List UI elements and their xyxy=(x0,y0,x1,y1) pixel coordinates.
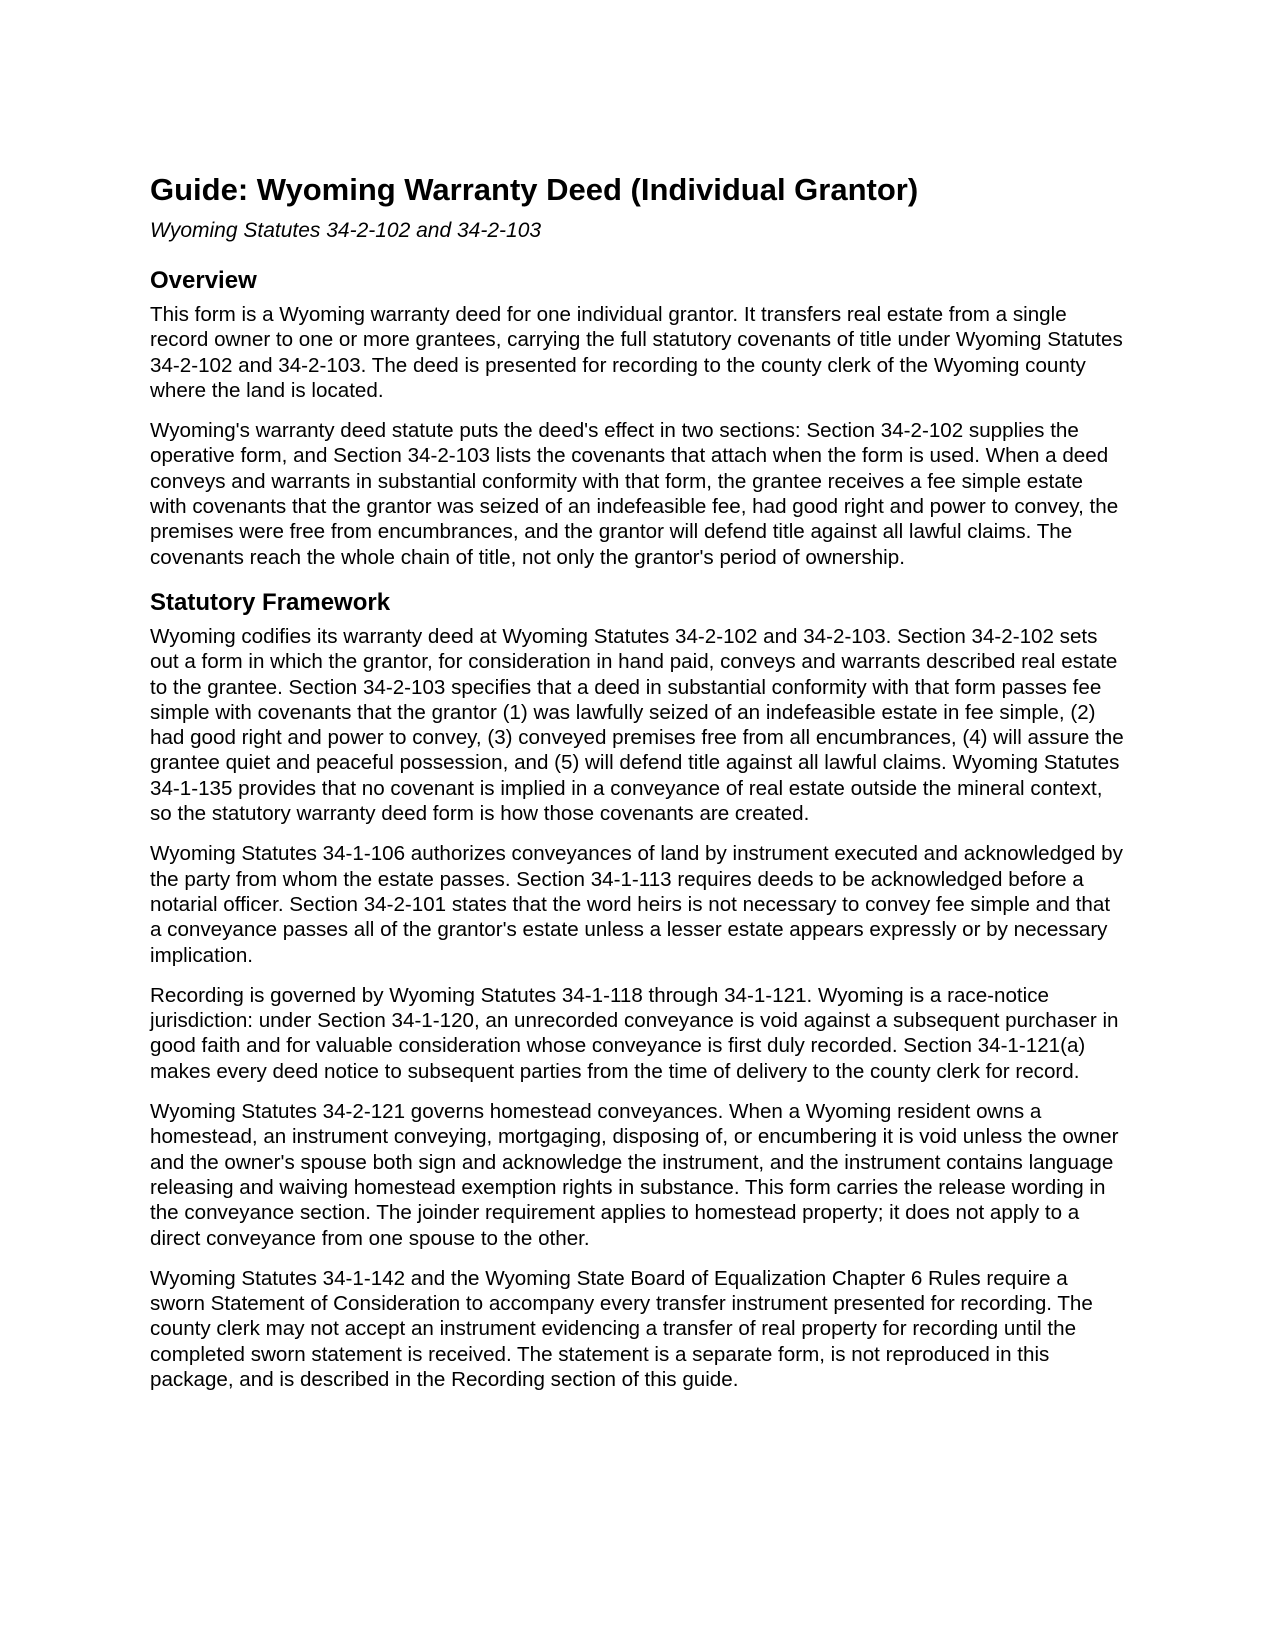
paragraph: Wyoming Statutes 34-1-142 and the Wyoming State Board of Equalization Chapter 6 Rules require a sworn Statement of Consideration to accompany every transfer instrument presented for recording. The county clerk may not accept an instrument evidencing a transfer of real property for recording until the completed sworn statement is received. The statement is a separate form, is not reproduced in this package, and is described in the Recording section of this guide. xyxy=(150,1266,1093,1391)
paragraph: This form is a Wyoming warranty deed for one individual grantor. It transfers real estate from a single record owner to one or more grantees, carrying the full statutory covenants of title under Wyoming Statutes 34-2-102 and 34-2-103. The deed is presented for recording to the county clerk of the Wyoming county where the land is located. xyxy=(150,303,1123,402)
section-overview xyxy=(150,266,1125,570)
section-heading: Statutory Framework xyxy=(150,588,391,616)
paragraph: Wyoming codifies its warranty deed at Wyoming Statutes 34-2-102 and 34-2-103. Section 34-2-102 sets out a form in which the grantor, for consideration in hand paid, conveys and warrants described real estate to the grantee. Section 34-2-103 specifies that a deed in substantial conformity with that form passes fee simple with covenants that the grantor (1) was lawfully seized of an indefeasible estate in fee simple, (2) had good right and power to convey, (3) conveyed premises free from all encumbrances, (4) will assure the grantee quiet and peaceful possession, and (5) will defend title against all lawful claims. Wyoming Statutes 34-1-135 provides that no covenant is implied in a conveyance of real estate outside the mineral context, so the statutory warranty deed form is how those covenants are created. xyxy=(150,624,1124,826)
section-heading: Overview xyxy=(150,267,257,294)
paragraph: Recording is governed by Wyoming Statutes 34-1-118 through 34-1-121. Wyoming is a race-notice jurisdiction: under Section 34-1-120, an unrecorded conveyance is void against a subsequent purchaser in good faith and for valuable consideration whose conveyance is first duly recorded. Section 34-1-121(a) makes every deed notice to subsequent parties from the time of delivery to the county clerk for record. xyxy=(150,983,1119,1083)
paragraph: Wyoming Statutes 34-2-121 governs homestead conveyances. When a Wyoming resident owns a homestead, an instrument conveying, mortgaging, disposing of, or encumbering it is void unless the owner and the owner's spouse both sign and acknowledge the instrument, and the instrument contains language releasing and waiving homestead exemption rights in substance. This form carries the release wording in the conveyance section. The joinder requirement applies to homestead property; it does not apply to a direct conveyance from one spouse to the other. xyxy=(150,1100,1119,1250)
page-subtitle: Wyoming Statutes 34-2-102 and 34-2-103 xyxy=(150,219,542,242)
document-page xyxy=(150,170,1125,1407)
paragraph: Wyoming's warranty deed statute puts the deed's effect in two sections: Section 34-2-102 supplies the operative form, and Section 34-2-103 lists the covenants that attach when the form is used. When a deed conveys and warrants in substantial conformity with that form, the grantee receives a fee simple estate with covenants that the grantor was seized of an indefeasible fee, had good right and power to convey, the premises were free from encumbrances, and the grantor will defend title against all lawful claims. The covenants reach the whole chain of title, not only the grantor's period of ownership. xyxy=(150,419,1119,569)
paragraph: Wyoming Statutes 34-1-106 authorizes conveyances of land by instrument executed and acknowledged by the party from whom the estate passes. Section 34-1-113 requires deeds to be acknowledged before a notarial officer. Section 34-2-101 states that the word heirs is not necessary to convey fee simple and that a conveyance passes all of the grantor's estate unless a lesser estate appears expressly or by necessary implication. xyxy=(150,842,1123,967)
page-title: Guide: Wyoming Warranty Deed (Individual Grantor) xyxy=(150,172,919,207)
section-statutory-framework xyxy=(150,588,1125,1392)
